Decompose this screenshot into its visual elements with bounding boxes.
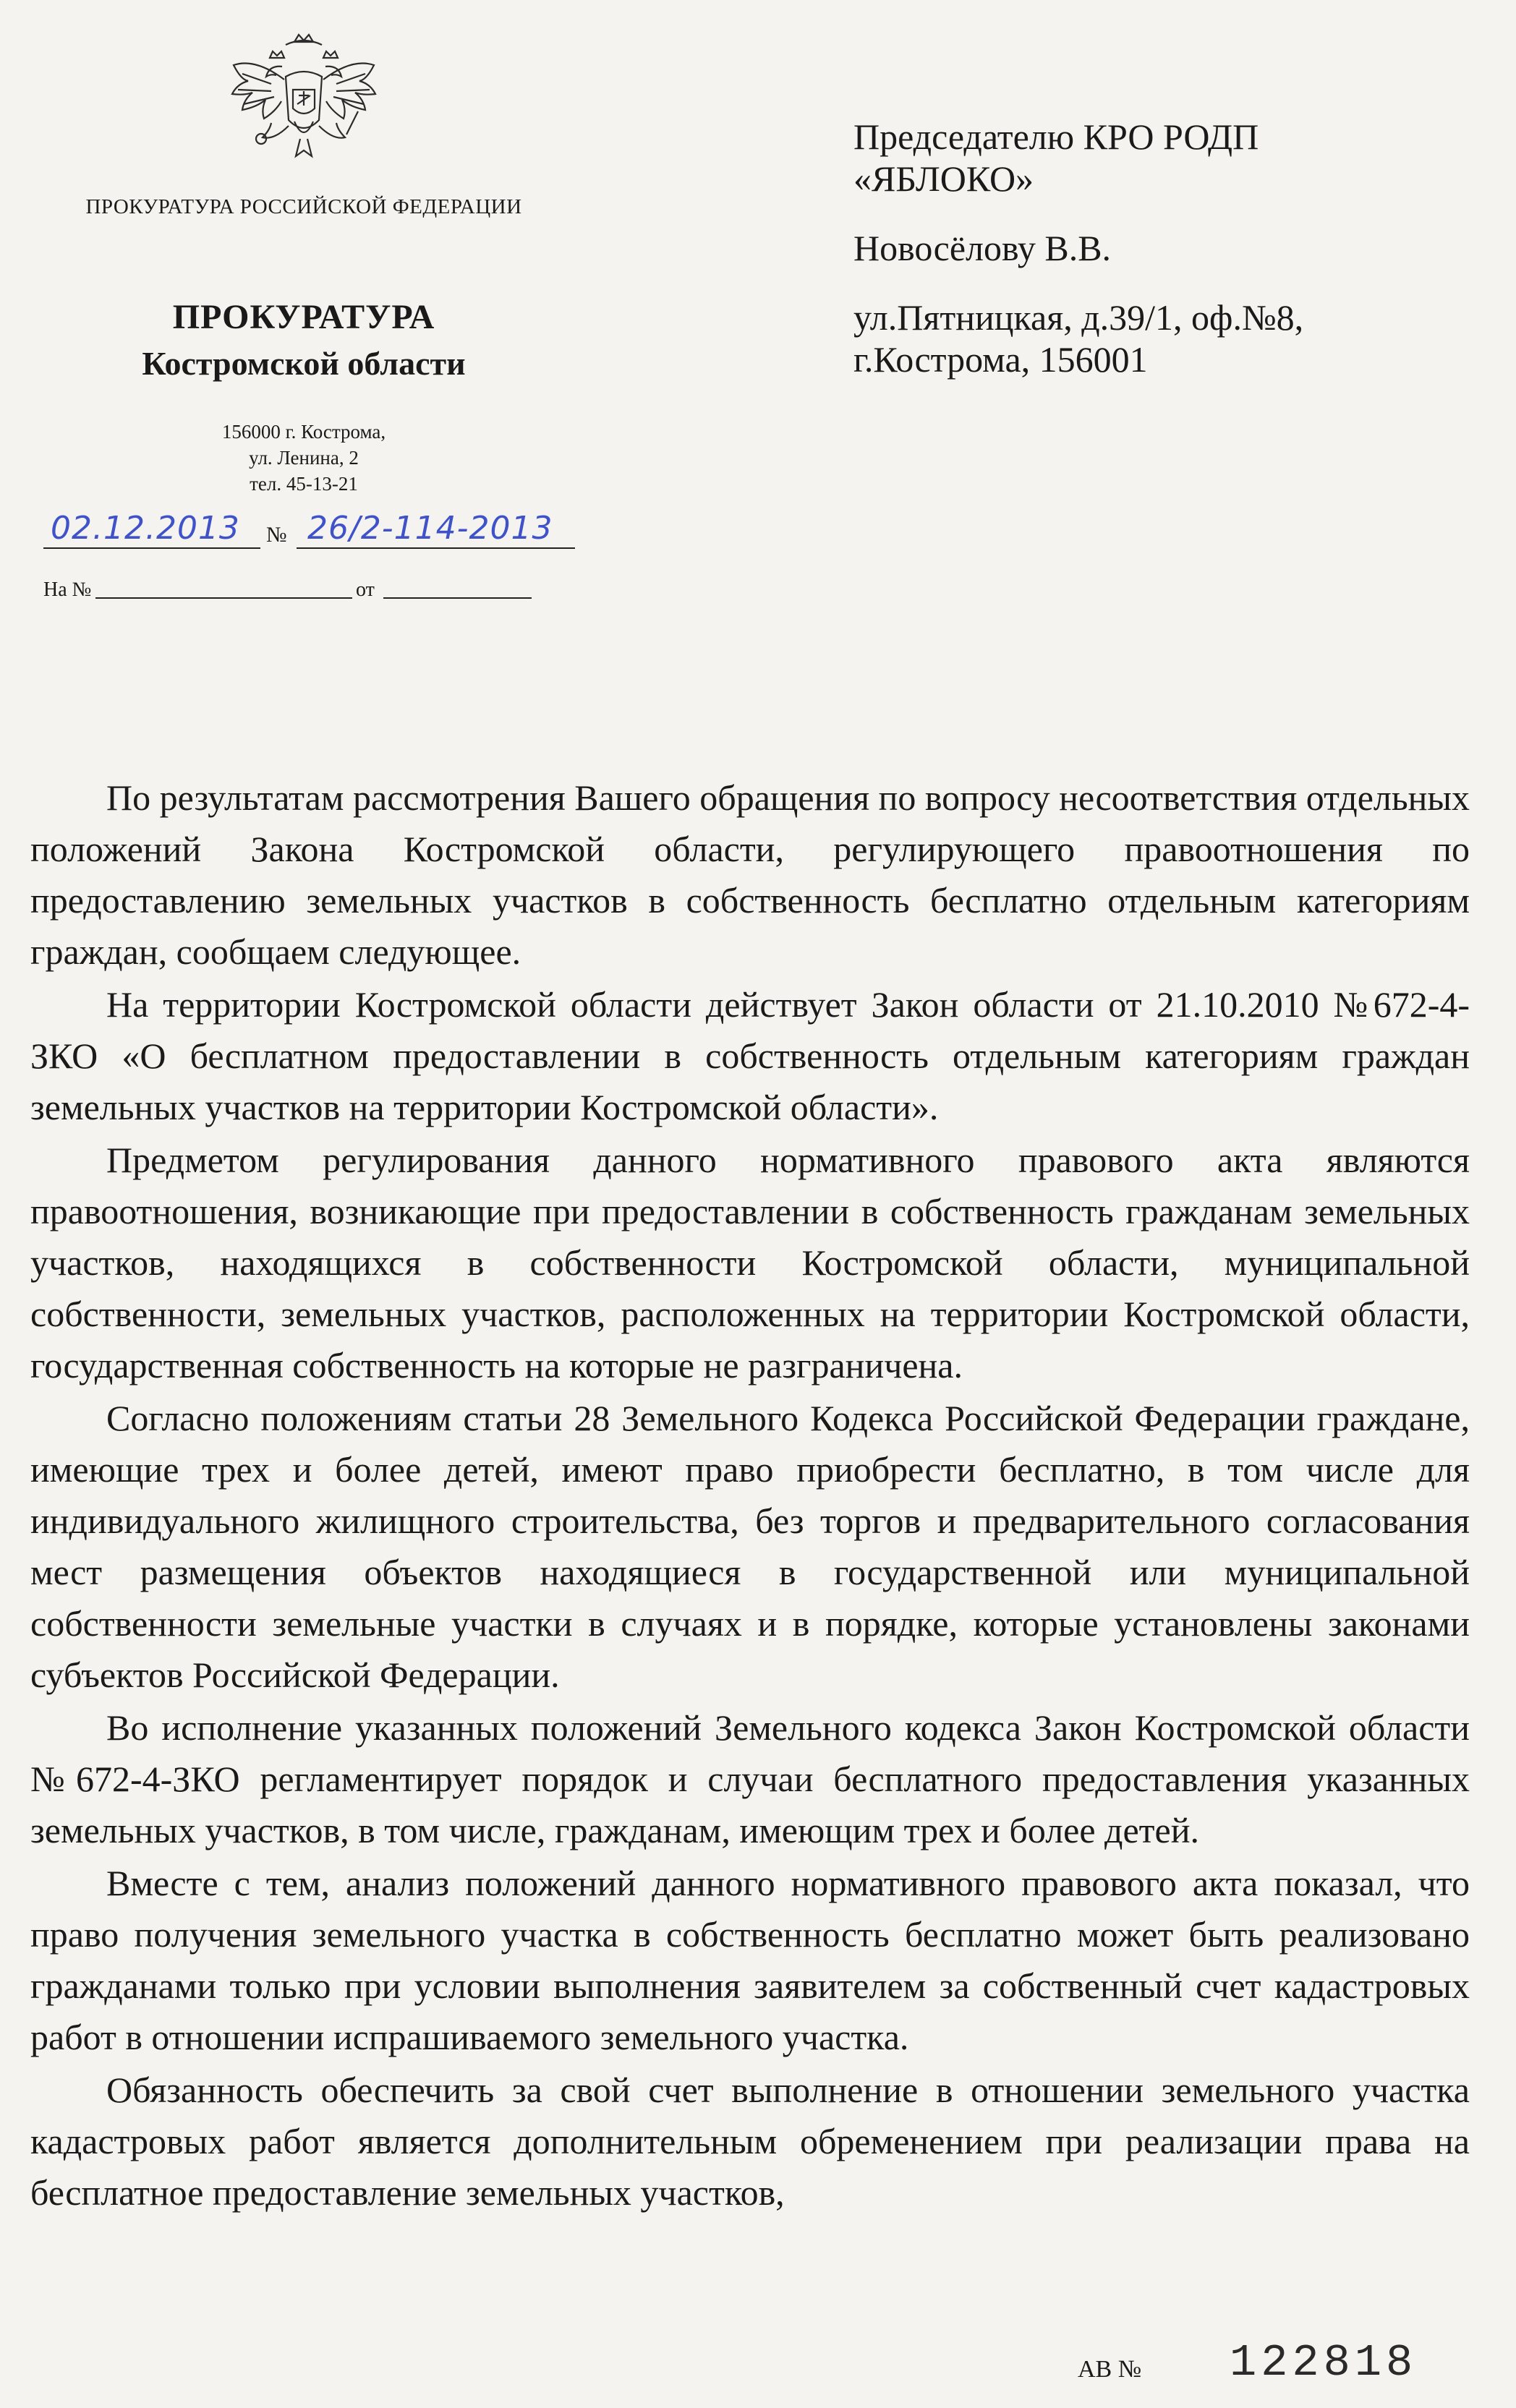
addressee-city: г.Кострома, 156001 [853, 339, 1148, 380]
letter-body [30, 772, 1470, 2219]
registration-number: 26/2-114-2013 [307, 510, 553, 547]
body-paragraph: Вместе с тем, анализ положений данного нормативного правового акта показал, что право получения земельного участка в собственность бесплатно может быть реализовано гражданами только при условии выполнения заявителем за собственный счет кадастровых работ в отношении испрашиваемого земельного участка. [30, 1863, 1470, 2057]
reference-date-label: от [356, 578, 375, 601]
body-paragraph: Согласно положениям статьи 28 Земельного Кодекса Российской Федерации граждане, имеющие трех и более детей, имеют право приобрести бесплатно, в том числе для индивидуального жилищного строительства, без торгов и предварительного согласования мест размещения объектов находящиеся в государственной или муниципальной собственности земельные участки в случаях и в порядке, которые установлены законами субъектов Российской Федерации. [30, 1398, 1470, 1695]
addressee-organization: «ЯБЛОКО» [853, 158, 1034, 199]
org-address [29, 419, 579, 497]
letterhead [29, 29, 579, 497]
addressee-position: Председателю КРО РОДП [853, 116, 1259, 157]
office-name: ПРОКУРАТУРА РОССИЙСКОЙ ФЕДЕРАЦИИ [85, 195, 522, 218]
address-line: ул. Ленина, 2 [249, 447, 359, 469]
org-subtitle: Костромской области [142, 345, 466, 382]
address-line: 156000 г. Кострома, [221, 421, 386, 443]
body-paragraph: По результатам рассмотрения Вашего обращения по вопросу несоответствия отдельных положений Закона Костромской области, регулирующего правоотношения по предоставлению земельных участков в собственность бесплатно отдельным категориям граждан, сообщаем следующее. [30, 777, 1470, 972]
org-title: ПРОКУРАТУРА [172, 298, 435, 336]
registration-line [43, 510, 579, 553]
registration-date: 02.12.2013 [51, 510, 240, 547]
body-paragraph: На территории Костромской области действует Закон области от 21.10.2010 №672-4-ЗКО «О бесплатном предоставлении в собственность отдельным категориям граждан земельных участков на территории Костромской области». [30, 984, 1470, 1127]
registration-number-label: № [266, 523, 287, 547]
addressee-street: ул.Пятницкая, д.39/1, оф.№8, [853, 297, 1304, 338]
form-series-label: АВ № [1078, 2356, 1142, 2383]
double-headed-eagle-emblem-icon [213, 29, 394, 174]
body-paragraph: Предметом регулирования данного нормативного правового акта являются правоотношения, возникающие при предоставлении в собственность гражданам земельных участков, находящихся в собственности Костромской области, муниципальной собственности, земельных участков, расположенных на территории Костромской области, государственная собственность на которые не разграничена. [30, 1140, 1470, 1386]
addressee-block [853, 116, 1475, 408]
body-paragraph: Обязанность обеспечить за свой счет выполнение в отношении земельного участка кадастровых работ является дополнительным обременением при реализации права на бесплатное предоставление земельных участков, [30, 2070, 1470, 2213]
body-paragraph: Во исполнение указанных положений Земельного кодекса Закон Костромской области №672-4-ЗКО регламентирует порядок и случаи бесплатного предоставления указанных земельных участков, в том числе, гражданам, имеющим трех и более детей. [30, 1707, 1470, 1850]
reference-line [43, 578, 579, 607]
addressee-name: Новосёлову В.В. [853, 228, 1112, 268]
form-series-number: 122818 [1230, 2337, 1418, 2388]
phone-line: тел. 45-13-21 [250, 473, 358, 495]
reference-number-label: На № [43, 578, 92, 601]
